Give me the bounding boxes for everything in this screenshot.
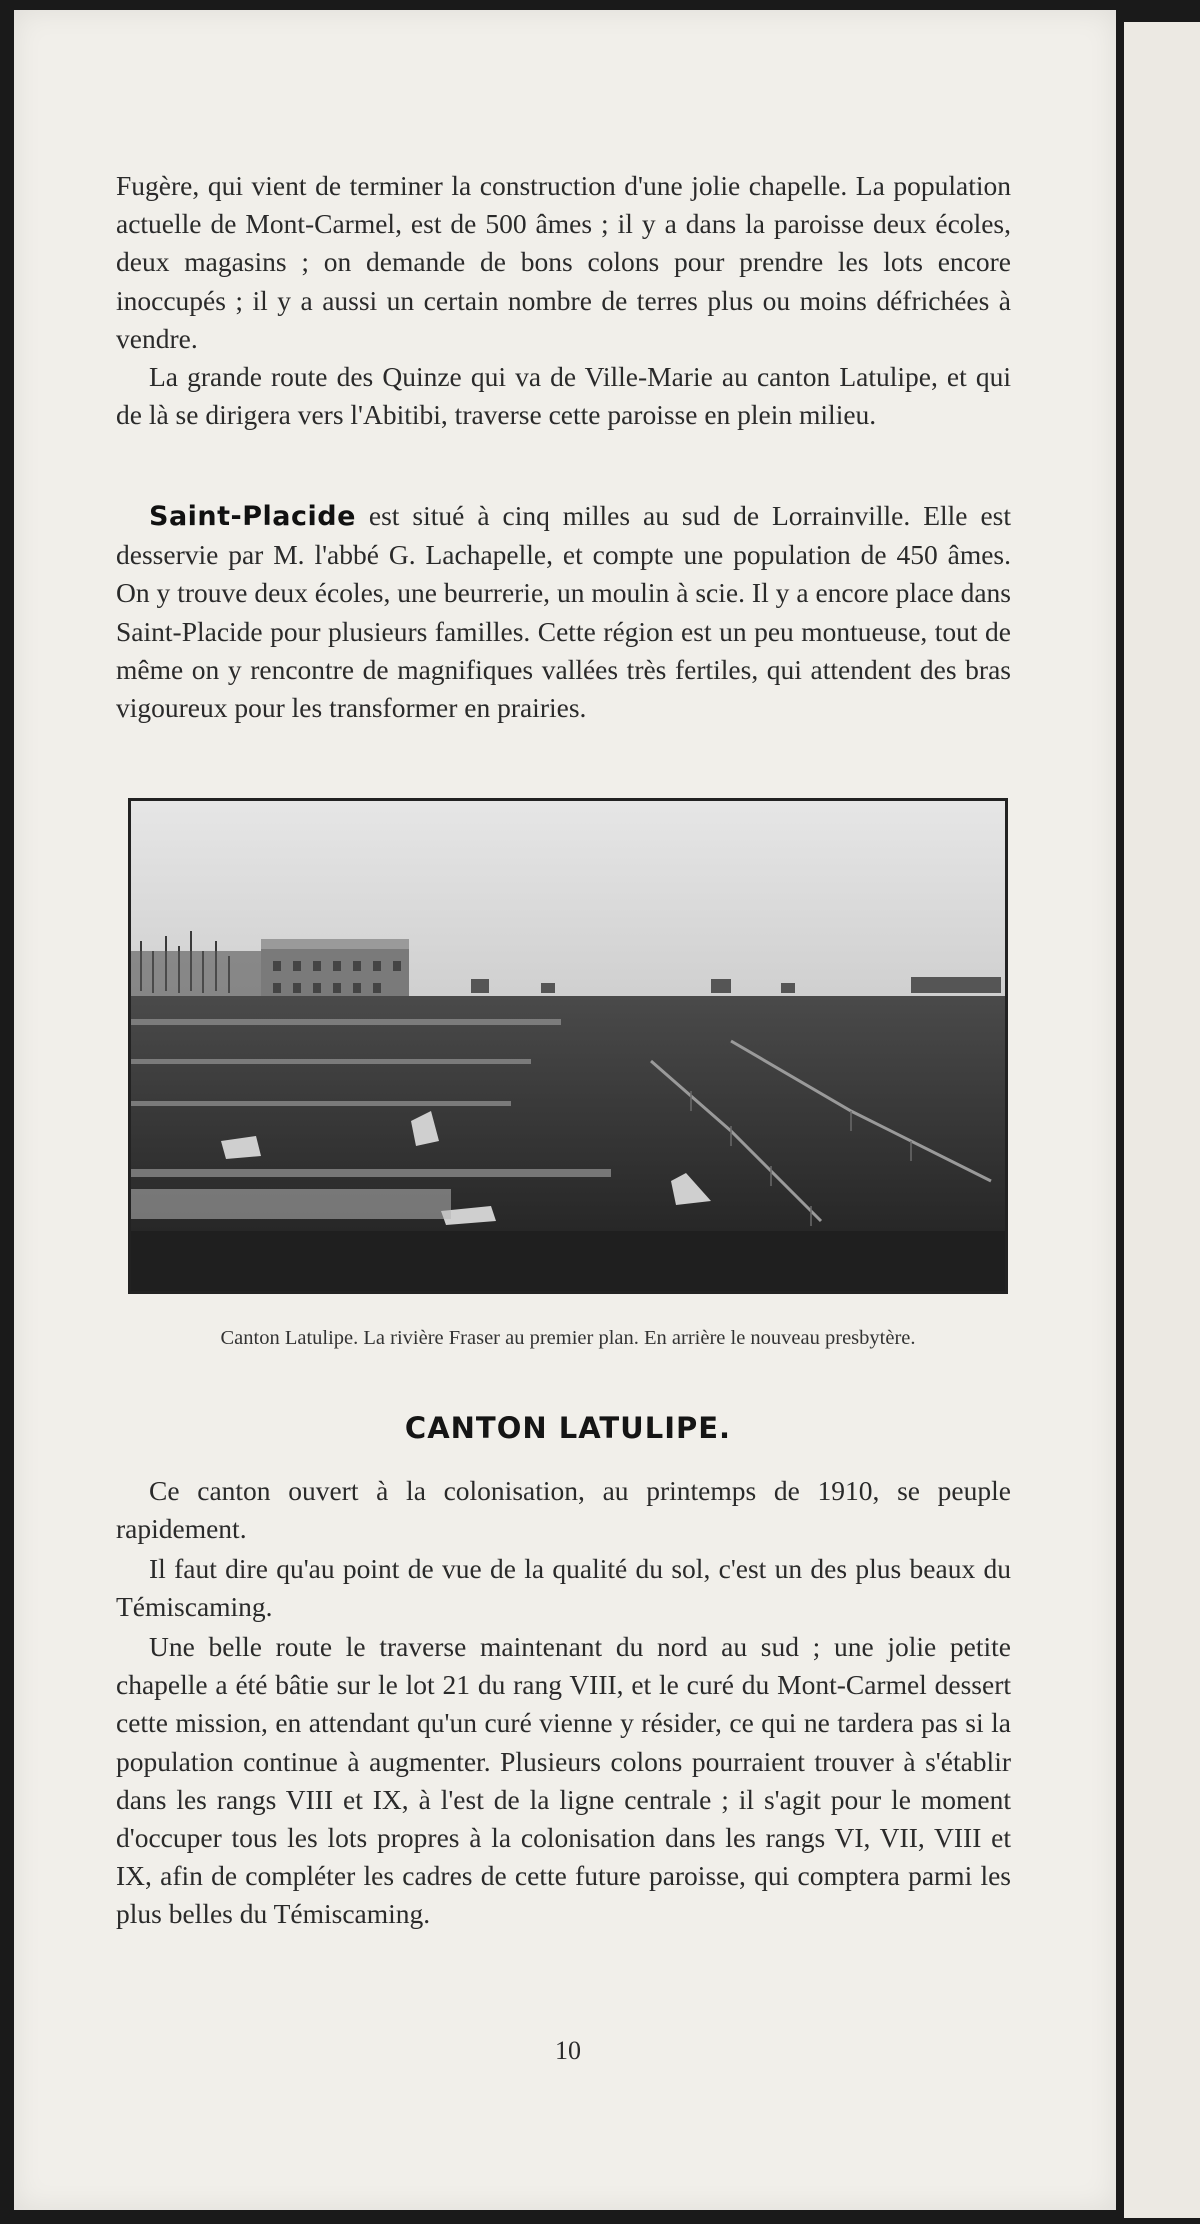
photograph-canton-latulipe (128, 798, 1008, 1294)
photograph-image (131, 801, 1005, 1291)
paragraph-canton-ouvert: Ce canton ouvert à la colonisation, au printemps de 1910, se peuple rapidement. (116, 1475, 1011, 1545)
saint-placide-text: est situé à cinq milles au sud de Lorrainville. Elle est desservie par M. l'abbé G. Lachapelle, et compte une population de 450 âmes. On y trouve deux écoles, une beurrerie, un moulin à scie. Il y a encore place dans Saint-Placide pour plusieurs familles. Cette région est un peu montueuse, tout de même on y rencontre de magnifiques vallées très fertiles, qui attendent des bras vigoureux pour les transformer en prairies. (116, 500, 1011, 724)
paragraph-mont-carmel: Fugère, qui vient de terminer la construction d'une jolie chapelle. La population actuelle de Mont-Carmel, est de 500 âmes ; il y a dans la paroisse deux écoles, deux magasins ; on demande de bons colons pour prendre les lots encore inoccupés ; il y a aussi un certain nombre de terres plus ou moins défrichées à vendre. (116, 170, 1011, 354)
paragraph-qualite-du-sol: Il faut dire qu'au point de vue de la qualité du sol, c'est un des plus beaux du Témiscaming. (116, 1553, 1011, 1623)
adjacent-page-edge (1124, 22, 1200, 2218)
photo-caption: Canton Latulipe. La rivière Fraser au premier plan. En arrière le nouveau presbytère. (220, 1327, 916, 1349)
paragraph-belle-route: Une belle route le traverse maintenant du nord au sud ; une jolie petite chapelle a été bâtie sur le lot 21 du rang VIII, et le curé du Mont-Carmel dessert cette mission, en attendant qu'un curé vienne y résider, ce qui ne tardera pas si la population continue à augmenter. Plusieurs colons pourraient trouver à s'établir dans les rangs VIII et IX, à l'est de la ligne centrale ; il s'agit pour le moment d'occuper tous les lots propres à la colonisation dans les rangs VI, VII, VIII et IX, afin de compléter les cadres de cette future paroisse, qui comptera parmi les plus belles du Témiscaming. (116, 1631, 1011, 1930)
paragraph-saint-placide (116, 497, 1011, 727)
paragraph-route-des-quinze: La grande route des Quinze qui va de Ville-Marie au canton Latulipe, et qui de là se dirigera vers l'Abitibi, traverse cette paroisse en plein milieu. (116, 361, 1011, 431)
saint-placide-lead: Saint-Placide (149, 501, 356, 532)
page-number: 10 (555, 2036, 581, 2065)
section-heading: CANTON LATULIPE. (404, 1411, 732, 1445)
